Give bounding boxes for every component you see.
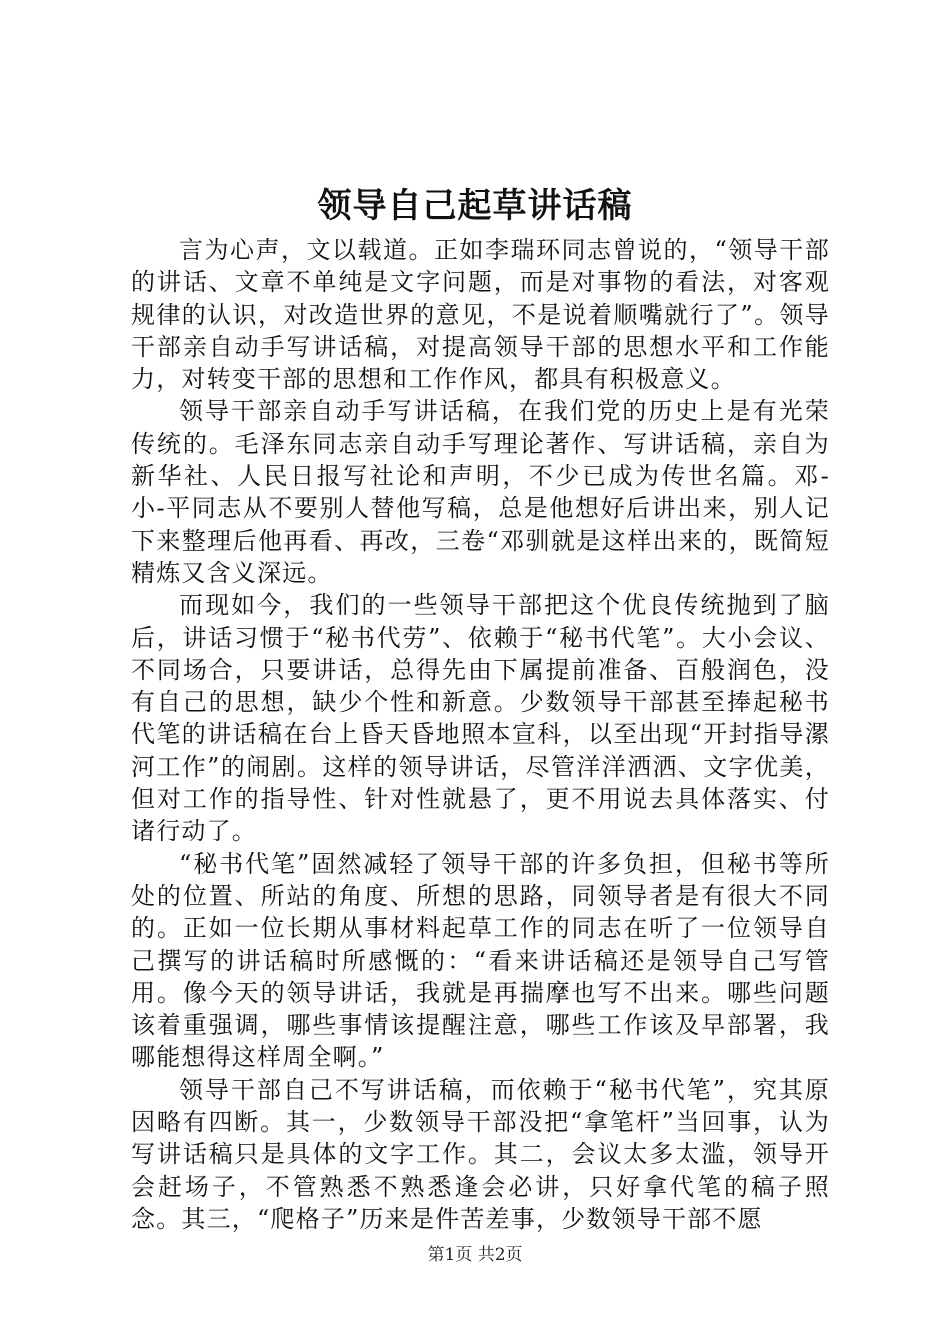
document-title: 领导自己起草讲话稿 bbox=[317, 186, 633, 226]
page-number-footer: 第1页 共2页 bbox=[427, 1245, 523, 1265]
paragraph: 言为心声，文以载道。正如李瑞环同志曾说的，“领导干部的讲话、文章不单纯是文字问题，而是对事物的看法，对客观规律的认识，对改造世界的意见，不是说着顺嘴就行了”。领导干部亲自动手写讲话稿，对提高领导干部的思想水平和工作能力，对转变干部的思想和工作作风，都具有积极意义。 bbox=[131, 236, 830, 394]
paragraph: “秘书代笔”固然减轻了领导干部的许多负担，但秘书等所处的位置、所站的角度、所想的思路，同领导者是有很大不同的。正如一位长期从事材料起草工作的同志在听了一位领导自己撰写的讲话稿时所感慨的：“看来讲话稿还是领导自己写管用。像今天的领导讲话，我就是再揣摩也写不出来。哪些问题该着重强调，哪些事情该提醒注意，哪些工作该及早部署，我哪能想得这样周全啊。” bbox=[131, 849, 830, 1072]
document-body bbox=[131, 234, 830, 1235]
paragraph: 而现如今，我们的一些领导干部把这个优良传统抛到了脑后，讲话习惯于“秘书代劳”、依赖于“秘书代笔”。大小会议、不同场合，只要讲话，总得先由下属提前准备、百般润色，没有自己的思想，缺少个性和新意。少数领导干部甚至捧起秘书代笔的讲话稿在台上昏天昏地照本宣科，以至出现“开封指导漯河工作”的闹剧。这样的领导讲话，尽管洋洋洒洒、文字优美，但对工作的指导性、针对性就悬了，更不用说去具体落实、付诸行动了。 bbox=[131, 591, 830, 846]
paragraph: 领导干部亲自动手写讲话稿，在我们党的历史上是有光荣传统的。毛泽东同志亲自动手写理论著作、写讲话稿，亲自为新华社、人民日报写社论和声明，不少已成为传世名篇。邓-小-平同志从不要别人替他写稿，总是他想好后讲出来，别人记下来整理后他再看、再改，三卷“邓驯就是这样出来的，既简短精炼又含义深远。 bbox=[131, 397, 830, 587]
paragraph: 领导干部自己不写讲话稿，而依赖于“秘书代笔”，究其原因略有四断。其一，少数领导干部没把“拿笔杆”当回事，认为写讲话稿只是具体的文字工作。其二，会议太多太滥，领导开会赶场子，不管熟悉不熟悉逢会必讲，只好拿代笔的稿子照念。其三，“爬格子”历来是件苦差事，少数领导干部不愿 bbox=[131, 1075, 830, 1233]
